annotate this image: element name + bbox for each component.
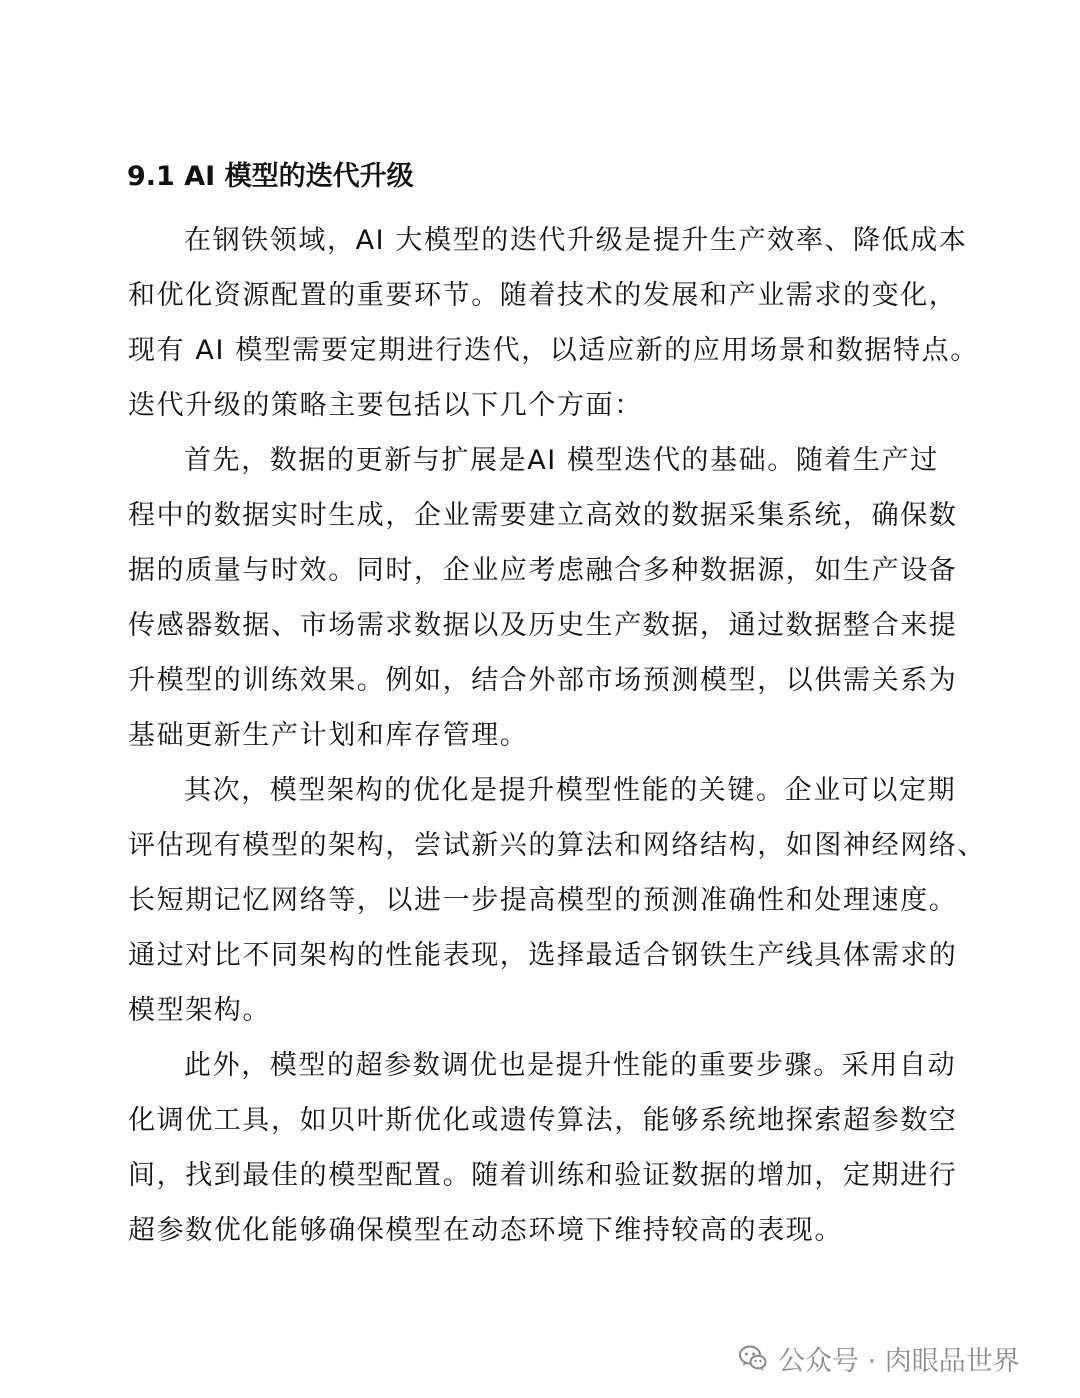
watermark — [738, 1338, 1020, 1378]
paragraph-1-line-1: 在钢铁领域，AI 大模型的迭代升级是提升生产效率、降低成本 — [184, 225, 968, 256]
paragraph-1-line-3: 现有 AI 模型需要定期进行迭代，以适应新的应用场景和数据特点。 — [128, 335, 979, 366]
paragraph-3-line-5: 模型架构。 — [128, 995, 271, 1026]
paragraph-3-line-3: 长短期记忆网络等，以进一步提高模型的预测准确性和处理速度。 — [128, 885, 958, 916]
paragraph-4-line-1: 此外，模型的超参数调优也是提升性能的重要步骤。采用自动 — [184, 1050, 957, 1081]
paragraph-4-line-2: 化调优工具，如贝叶斯优化或遗传算法，能够系统地探索超参数空 — [128, 1105, 958, 1136]
paragraph-3-line-4: 通过对比不同架构的性能表现，选择最适合钢铁生产线具体需求的 — [128, 940, 958, 971]
paragraph-2-line-1: 首先，数据的更新与扩展是AI 模型迭代的基础。随着生产过 — [184, 445, 939, 476]
wechat-icon — [738, 1343, 768, 1373]
watermark-text: 公众号 · 肉眼品世界 — [778, 1345, 1020, 1377]
paragraph-1-line-2: 和优化资源配置的重要环节。随着技术的发展和产业需求的变化， — [128, 280, 958, 311]
paragraph-4-line-4: 超参数优化能够确保模型在动态环境下维持较高的表现。 — [128, 1215, 843, 1246]
paragraph-2-line-6: 基础更新生产计划和库存管理。 — [128, 720, 529, 751]
paragraph-2-line-3: 据的质量与时效。同时，企业应考虑融合多种数据源，如生产设备 — [128, 555, 958, 586]
paragraph-4-line-3: 间，找到最佳的模型配置。随着训练和验证数据的增加，定期进行 — [128, 1160, 958, 1191]
paragraph-3-line-1: 其次，模型架构的优化是提升模型性能的关键。企业可以定期 — [184, 775, 957, 806]
section-heading: 9.1 AI 模型的迭代升级 — [127, 161, 414, 192]
paragraph-1-line-4: 迭代升级的策略主要包括以下几个方面： — [128, 390, 643, 421]
paragraph-2-line-5: 升模型的训练效果。例如，结合外部市场预测模型，以供需关系为 — [128, 665, 958, 696]
paragraph-2-line-2: 程中的数据实时生成，企业需要建立高效的数据采集系统，确保数 — [128, 500, 958, 531]
paragraph-2-line-4: 传感器数据、市场需求数据以及历史生产数据，通过数据整合来提 — [128, 610, 958, 641]
paragraph-3-line-2: 评估现有模型的架构，尝试新兴的算法和网络结构，如图神经网络、 — [128, 830, 986, 861]
